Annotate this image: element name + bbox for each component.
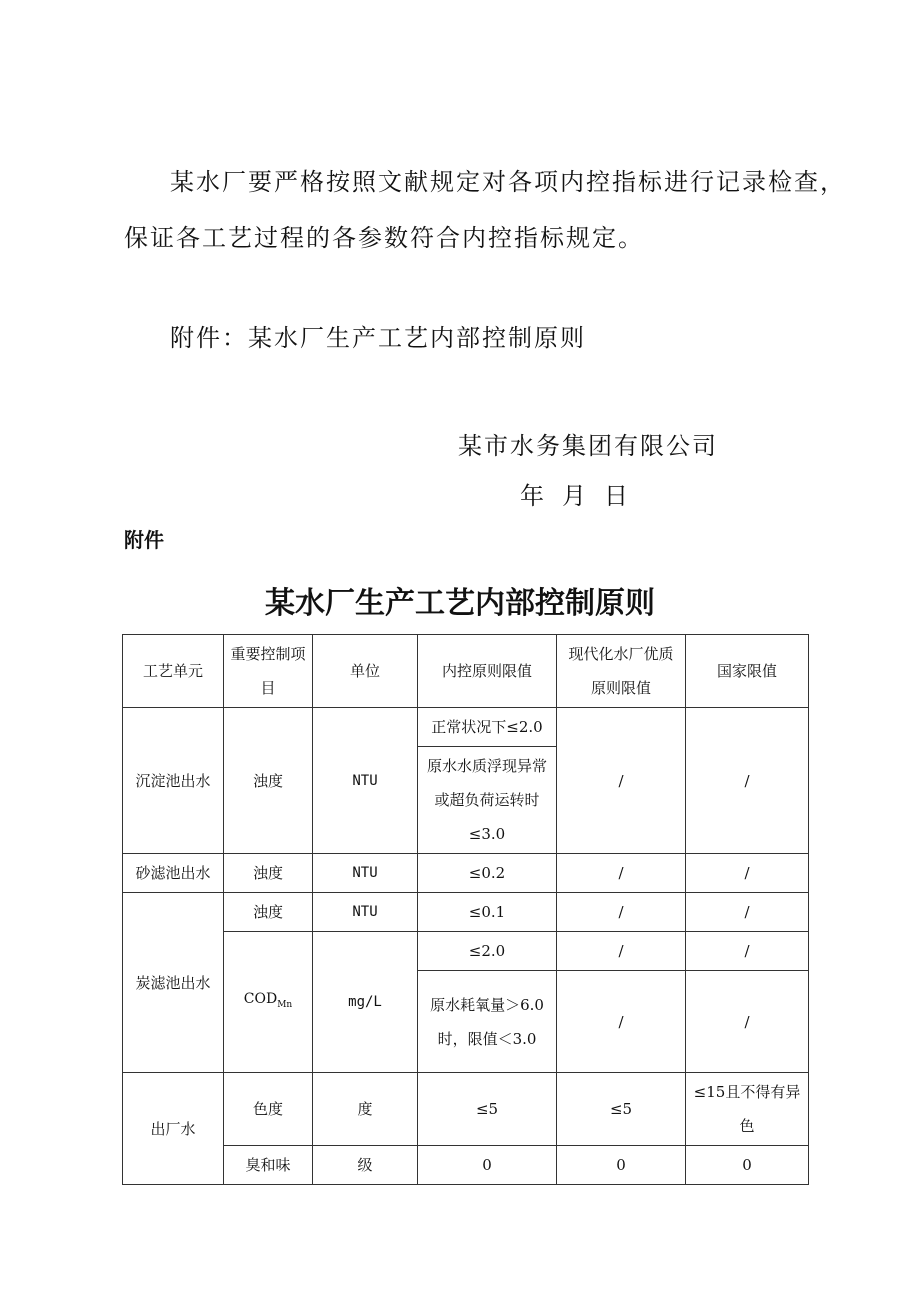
cell-limit: 0	[418, 1146, 557, 1185]
cell-item: 浊度	[224, 893, 313, 932]
cell-unit: 沉淀池出水	[123, 708, 224, 854]
cell-modern: 0	[557, 1146, 686, 1185]
cell-unit: 出厂水	[123, 1073, 224, 1185]
table-row	[123, 893, 809, 932]
date-month: 月	[562, 482, 586, 510]
cell-modern: /	[557, 932, 686, 971]
cell-measure: mg/L	[313, 932, 418, 1073]
header-unit: 单位	[313, 635, 418, 708]
date-day: 日	[604, 482, 628, 510]
cell-national: ≤15且不得有异色	[686, 1073, 809, 1146]
cell-national: /	[686, 932, 809, 971]
cell-limit: 原水水质浮现异常或超负荷运转时≤3.0	[418, 747, 557, 854]
cell-limit: ≤0.1	[418, 893, 557, 932]
date-line	[520, 476, 646, 511]
table-row	[123, 932, 809, 971]
table-title: 某水厂生产工艺内部控制原则	[265, 586, 655, 621]
header-control-item: 重要控制项目	[224, 635, 313, 708]
header-national-limit: 国家限值	[686, 635, 809, 708]
paragraph-2: 保证各工艺过程的各参数符合内控指标规定。	[124, 224, 644, 252]
cell-limit: 原水耗氧量＞6.0时，限值＜3.0	[418, 971, 557, 1073]
table-row	[123, 1073, 809, 1146]
control-standards-table	[122, 634, 809, 1185]
cell-national: 0	[686, 1146, 809, 1185]
cell-limit: ≤5	[418, 1073, 557, 1146]
cell-item-cod	[224, 932, 313, 1073]
header-internal-limit: 内控原则限值	[418, 635, 557, 708]
table-header-row	[123, 635, 809, 708]
attachment-label: 附件	[124, 528, 164, 552]
cell-national: /	[686, 708, 809, 854]
cell-national: /	[686, 893, 809, 932]
header-process-unit: 工艺单元	[123, 635, 224, 708]
cell-limit: ≤2.0	[418, 932, 557, 971]
paragraph-1: 某水厂要严格按照文献规定对各项内控指标进行记录检查，	[170, 168, 846, 196]
attachment-line: 附件：某水厂生产工艺内部控制原则	[170, 324, 586, 352]
header-modern-limit: 现代化水厂优质原则限值	[557, 635, 686, 708]
cell-modern: /	[557, 854, 686, 893]
cell-measure: NTU	[313, 708, 418, 854]
cell-limit: ≤0.2	[418, 854, 557, 893]
date-year: 年	[520, 482, 544, 510]
cell-unit: 炭滤池出水	[123, 893, 224, 1073]
table-row	[123, 854, 809, 893]
cell-modern: /	[557, 971, 686, 1073]
cell-measure: 级	[313, 1146, 418, 1185]
cell-measure: NTU	[313, 893, 418, 932]
cell-measure: 度	[313, 1073, 418, 1146]
cell-national: /	[686, 971, 809, 1073]
cell-modern: /	[557, 893, 686, 932]
cell-unit: 砂滤池出水	[123, 854, 224, 893]
cell-modern: ≤5	[557, 1073, 686, 1146]
cell-item: 色度	[224, 1073, 313, 1146]
table-row	[123, 708, 809, 747]
cell-measure: NTU	[313, 854, 418, 893]
cell-modern: /	[557, 708, 686, 854]
cell-item: 臭和味	[224, 1146, 313, 1185]
cod-subscript: Mn	[277, 999, 293, 1010]
cell-national: /	[686, 854, 809, 893]
cell-item: 浊度	[224, 708, 313, 854]
company-signature: 某市水务集团有限公司	[458, 432, 718, 460]
cod-label: COD	[243, 991, 278, 1008]
cell-item: 浊度	[224, 854, 313, 893]
table-row	[123, 1146, 809, 1185]
cell-limit: 正常状况下≤2.0	[418, 708, 557, 747]
